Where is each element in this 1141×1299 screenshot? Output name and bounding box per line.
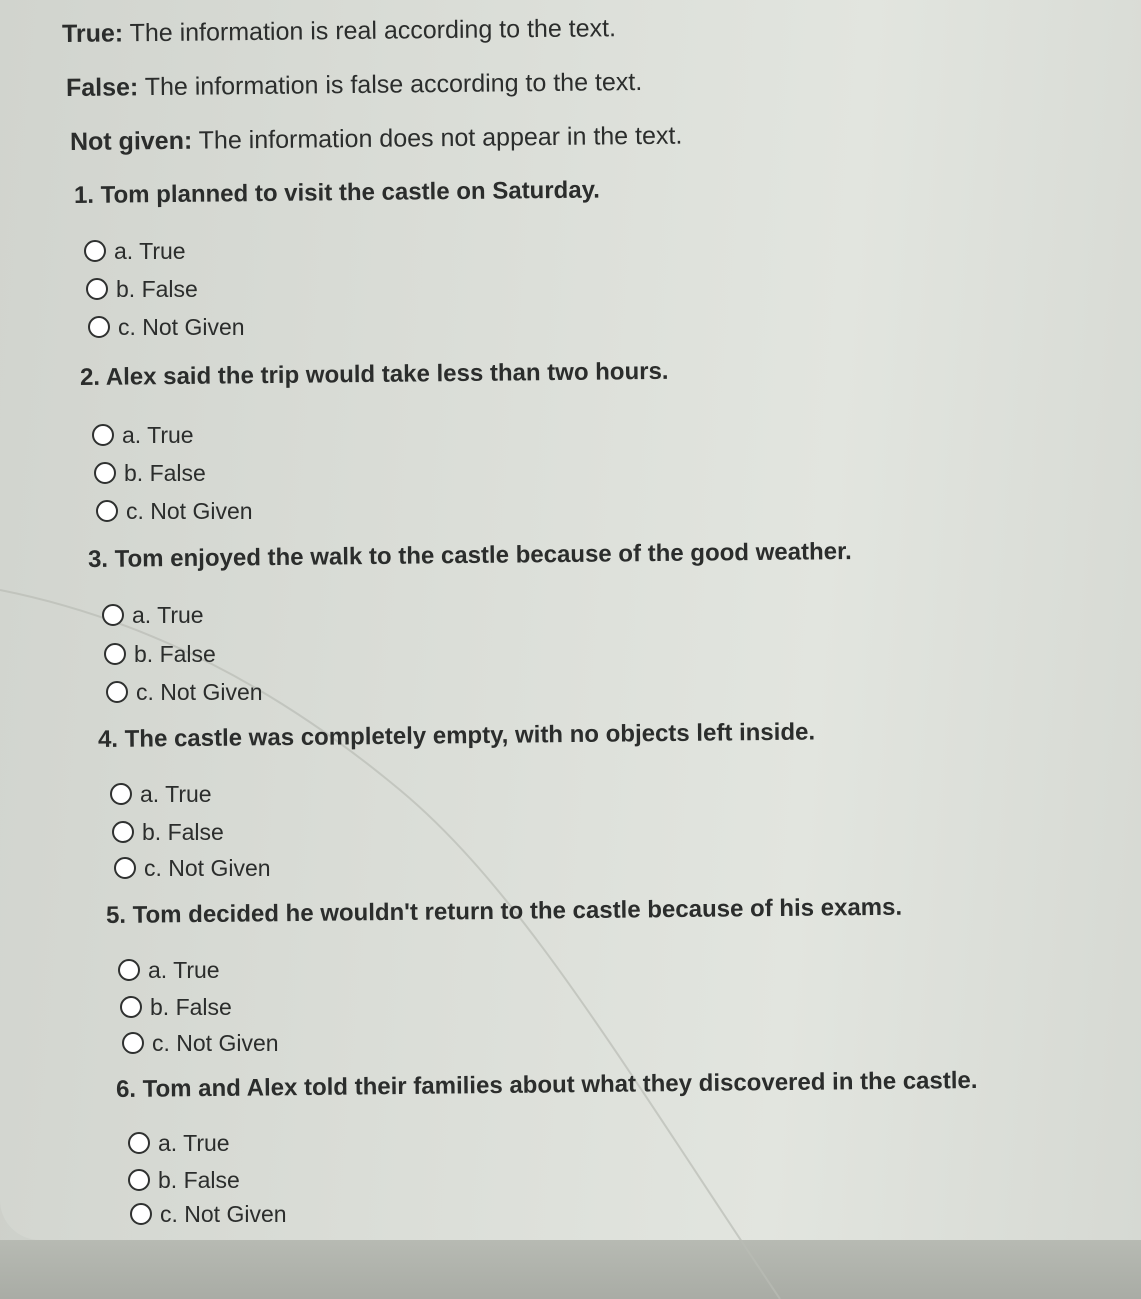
radio-button[interactable] [86,278,108,300]
radio-button[interactable] [120,996,142,1018]
radio-button[interactable] [110,783,132,805]
radio-button[interactable] [102,604,124,626]
option-q4-c[interactable] [114,853,271,883]
option-label: a. True [122,421,194,448]
option-q1-a[interactable] [84,236,186,266]
radio-button[interactable] [114,857,136,879]
option-label: b. False [142,818,224,845]
radio-button[interactable] [88,316,110,338]
radio-button[interactable] [94,462,116,484]
option-q2-c[interactable] [96,496,253,526]
radio-button[interactable] [92,424,114,446]
option-q1-b[interactable] [86,274,198,304]
option-q5-b[interactable] [120,992,232,1022]
radio-button[interactable] [104,643,126,665]
option-label: a. True [114,237,186,264]
option-q4-a[interactable] [110,779,212,809]
radio-button[interactable] [84,240,106,262]
option-q6-b[interactable] [128,1165,240,1195]
question-4: 4. The castle was completely empty, with no objects left inside. [97,718,816,753]
radio-button[interactable] [112,821,134,843]
option-q2-a[interactable] [92,420,194,450]
option-q6-a[interactable] [128,1128,230,1158]
definition-term: True: [61,19,124,48]
option-q1-c[interactable] [88,312,245,342]
option-label: c. Not Given [144,854,271,881]
option-label: c. Not Given [160,1200,287,1227]
question-6: 6. Tom and Alex told their families about what they discovered in the castle. [115,1066,978,1103]
option-label: a. True [148,956,220,983]
definition-true [62,14,616,49]
option-label: c. Not Given [118,313,245,340]
radio-button[interactable] [96,500,118,522]
option-q5-c[interactable] [122,1028,279,1058]
option-label: b. False [134,640,216,667]
option-q5-a[interactable] [118,955,220,985]
bottom-shadow [0,1240,1141,1299]
definition-not-given [70,122,683,157]
radio-button[interactable] [106,681,128,703]
question-2: 2. Alex said the trip would take less than two hours. [79,357,669,391]
option-label: a. True [140,780,212,807]
radio-button[interactable] [118,959,140,981]
option-label: c. Not Given [136,678,263,705]
question-1: 1. Tom planned to visit the castle on Saturday. [73,176,600,209]
option-label: a. True [132,601,204,628]
option-label: c. Not Given [126,497,253,524]
question-3: 3. Tom enjoyed the walk to the castle because of the good weather. [87,538,852,573]
option-q4-b[interactable] [112,817,224,847]
radio-button[interactable] [128,1132,150,1154]
option-q3-c[interactable] [106,677,263,707]
definition-term: Not given: [69,126,193,156]
question-5: 5. Tom decided he wouldn't return to the castle because of his exams. [105,893,903,929]
radio-button[interactable] [130,1203,152,1225]
option-q2-b[interactable] [94,458,206,488]
option-label: c. Not Given [152,1029,279,1056]
definition-text: The information is real according to the text. [129,14,617,48]
option-label: b. False [150,993,232,1020]
definition-term: False: [65,73,139,102]
definition-false [66,68,643,103]
option-label: b. False [158,1166,240,1193]
option-q3-a[interactable] [102,600,204,630]
radio-button[interactable] [122,1032,144,1054]
radio-button[interactable] [128,1169,150,1191]
option-q3-b[interactable] [104,639,216,669]
definition-text: The information is false according to the text. [144,67,643,102]
option-label: a. True [158,1129,230,1156]
definition-text: The information does not appear in the text. [198,121,683,155]
option-label: b. False [124,459,206,486]
option-q6-c[interactable] [130,1199,287,1229]
option-label: b. False [116,275,198,302]
